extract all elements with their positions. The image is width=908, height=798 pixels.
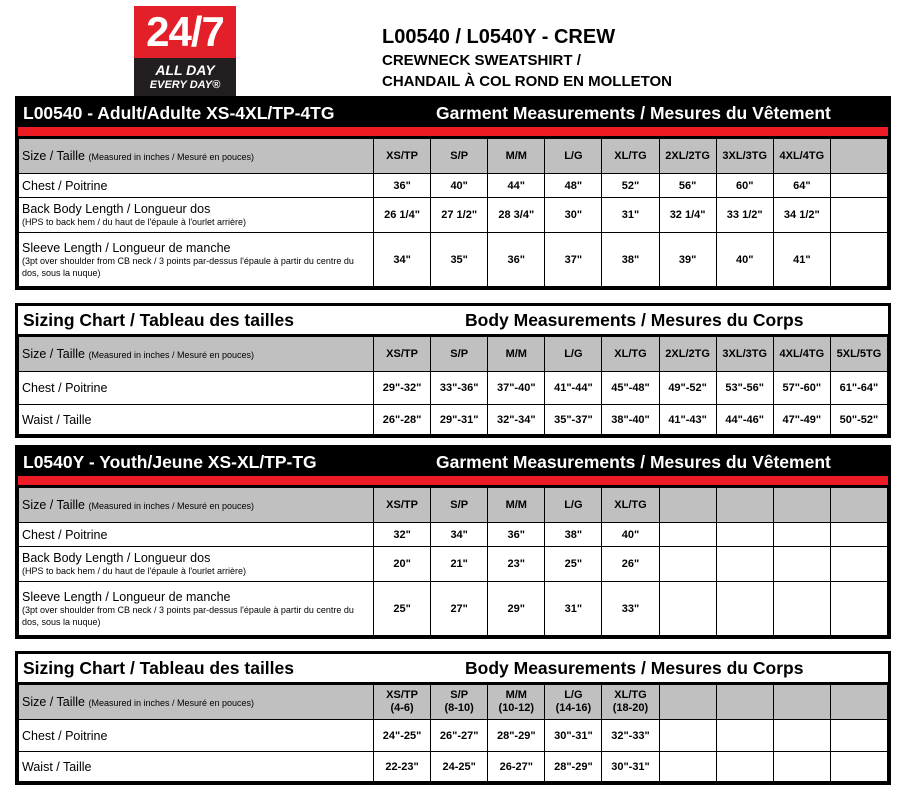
logo-line1: ALL DAY: [155, 62, 215, 78]
value-cell: 44": [488, 174, 545, 198]
value-cell: 48": [545, 174, 602, 198]
size-range: (10-12): [498, 702, 534, 714]
empty-cell: [773, 523, 830, 547]
row-label: Waist / Taille: [22, 759, 92, 774]
size-header-cell: 4XL/4TG: [773, 337, 830, 372]
value-cell: 38": [545, 523, 602, 547]
value-cell: 31": [602, 198, 659, 233]
section-subtitle: Garment Measurements / Mesures du Vêtement: [436, 102, 831, 123]
row-label: Chest / Poitrine: [22, 527, 108, 542]
value-cell: 41"-44": [545, 372, 602, 405]
value-cell: 38"-40": [602, 405, 659, 435]
section-title: Sizing Chart / Tableau des tailles: [23, 657, 294, 678]
value-cell: 36": [488, 523, 545, 547]
empty-cell: [659, 685, 716, 720]
row-label-cell: [19, 405, 374, 435]
table-row: [19, 372, 888, 405]
value-cell: 33"-36": [431, 372, 488, 405]
value-cell: 33": [602, 582, 659, 636]
value-cell: 20": [374, 547, 431, 582]
table-row: [19, 547, 888, 582]
size-note: (Measured in inches / Mesuré en pouces): [88, 500, 255, 511]
row-sublabel: (HPS to back hem / du haut de l'épaule à l'ourlet arrière): [22, 566, 247, 576]
row-label-cell: [19, 198, 374, 233]
empty-cell: [659, 547, 716, 582]
row-sublabel: (3pt over shoulder from CB neck / 3 points par-dessus l'épaule à partir du centre du dos, sous la nuque): [22, 604, 354, 627]
row-label-cell: [19, 720, 374, 752]
size-header-cell: S/P: [431, 337, 488, 372]
product-code: L00540 / L0540Y - CREW: [382, 26, 616, 48]
row-label: Sleeve Length / Longueur de manche: [22, 589, 231, 604]
red-divider: [18, 127, 888, 138]
row-label-cell: [19, 174, 374, 198]
youth-body-table: [18, 684, 888, 782]
youth-body-section: [15, 651, 891, 785]
value-cell: 49"-52": [659, 372, 716, 405]
value-cell: 34 1/2": [773, 198, 830, 233]
table-row: [19, 720, 888, 752]
size-name: XL/TG: [614, 689, 647, 701]
section-subtitle: Body Measurements / Mesures du Corps: [465, 657, 804, 678]
row-label-cell: [19, 523, 374, 547]
empty-cell: [716, 523, 773, 547]
size-header-cell: XL/TG: [602, 337, 659, 372]
row-label: Waist / Taille: [22, 412, 92, 427]
table-row: [19, 198, 888, 233]
size-header-row: [19, 337, 888, 372]
empty-cell: [716, 720, 773, 752]
empty-cell: [830, 582, 887, 636]
empty-cell: [830, 523, 887, 547]
empty-cell: [773, 685, 830, 720]
value-cell: 29"-32": [374, 372, 431, 405]
table-row: [19, 523, 888, 547]
table-row: [19, 233, 888, 287]
size-header-cell: S/P: [431, 488, 488, 523]
value-cell: 52": [602, 174, 659, 198]
value-cell: 47"-49": [773, 405, 830, 435]
value-cell: 56": [659, 174, 716, 198]
size-header-cell: 2XL/2TG: [659, 337, 716, 372]
size-header-cell: [431, 685, 488, 720]
size-name: S/P: [450, 689, 469, 701]
empty-cell: [830, 174, 887, 198]
value-cell: 60": [716, 174, 773, 198]
value-cell: 35"-37": [545, 405, 602, 435]
row-label-cell: [19, 233, 374, 287]
size-header-cell: [374, 685, 431, 720]
table-row: [19, 752, 888, 782]
size-label: Size / Taille: [22, 346, 89, 361]
value-cell: 45"-48": [602, 372, 659, 405]
size-header-cell: L/G: [545, 337, 602, 372]
value-cell: 27 1/2": [431, 198, 488, 233]
section-subtitle: Garment Measurements / Mesures du Vêtement: [436, 451, 831, 472]
product-header: [382, 24, 672, 92]
section-title: L0540Y - Youth/Jeune XS-XL/TP-TG: [23, 451, 317, 472]
size-label-cell: [19, 337, 374, 372]
row-label-cell: [19, 372, 374, 405]
adult-body-section: [15, 303, 891, 438]
size-header-cell: M/M: [488, 337, 545, 372]
brand-logo: [134, 6, 236, 96]
size-header-cell: XS/TP: [374, 488, 431, 523]
value-cell: 53"-56": [716, 372, 773, 405]
empty-cell: [773, 582, 830, 636]
value-cell: 37": [545, 233, 602, 287]
value-cell: 61"-64": [830, 372, 887, 405]
row-label: Chest / Poitrine: [22, 381, 108, 395]
size-header-cell: 2XL/2TG: [659, 139, 716, 174]
size-name: L/G: [564, 689, 583, 701]
row-label: Chest / Poitrine: [22, 728, 108, 743]
empty-cell: [773, 547, 830, 582]
empty-cell: [716, 685, 773, 720]
empty-cell: [716, 547, 773, 582]
value-cell: 34": [431, 523, 488, 547]
row-label: Back Body Length / Longueur dos: [22, 202, 211, 216]
size-header-cell: XL/TG: [602, 488, 659, 523]
size-name: XS/TP: [386, 689, 418, 701]
value-cell: 26"-28": [374, 405, 431, 435]
empty-cell: [830, 233, 887, 287]
table-row: [19, 174, 888, 198]
value-cell: 36": [488, 233, 545, 287]
size-note: (Measured in inches / Mesuré en pouces): [88, 151, 255, 162]
empty-cell: [773, 720, 830, 752]
empty-cell: [659, 582, 716, 636]
size-note: (Measured in inches / Mesuré en pouces): [88, 349, 255, 360]
size-label-cell: [19, 488, 374, 523]
value-cell: 31": [545, 582, 602, 636]
empty-cell: [659, 720, 716, 752]
empty-cell: [830, 752, 887, 782]
logo-top-text: 24/7: [134, 6, 236, 58]
value-cell: 32 1/4": [659, 198, 716, 233]
row-label: Back Body Length / Longueur dos: [22, 551, 211, 565]
size-header-cell: 3XL/3TG: [716, 337, 773, 372]
size-label: Size / Taille: [22, 148, 89, 163]
size-label: Size / Taille: [22, 497, 89, 512]
empty-cell: [716, 488, 773, 523]
empty-cell: [659, 752, 716, 782]
row-label-cell: [19, 547, 374, 582]
value-cell: 29": [488, 582, 545, 636]
row-label-cell: [19, 752, 374, 782]
adult-body-table: [18, 336, 888, 435]
size-header-cell: [545, 685, 602, 720]
empty-cell: [830, 547, 887, 582]
red-divider: [18, 476, 888, 487]
value-cell: 33 1/2": [716, 198, 773, 233]
size-header-row: [19, 685, 888, 720]
size-header-cell: 3XL/3TG: [716, 139, 773, 174]
empty-cell: [830, 198, 887, 233]
empty-cell: [830, 139, 887, 174]
section-subtitle: Body Measurements / Mesures du Corps: [465, 309, 804, 330]
value-cell: 26 1/4": [374, 198, 431, 233]
adult-garment-section: [15, 96, 891, 290]
value-cell: 30"-31": [545, 720, 602, 752]
value-cell: 24"-25": [374, 720, 431, 752]
table-row: [19, 405, 888, 435]
row-label: Sleeve Length / Longueur de manche: [22, 240, 231, 255]
value-cell: 32": [374, 523, 431, 547]
size-name: M/M: [505, 689, 527, 701]
value-cell: 29"-31": [431, 405, 488, 435]
size-header-cell: M/M: [488, 488, 545, 523]
size-header-row: [19, 139, 888, 174]
size-header-cell: L/G: [545, 488, 602, 523]
size-header-cell: XS/TP: [374, 139, 431, 174]
adult-garment-table: [18, 138, 888, 287]
logo-line2: EVERY DAY®: [149, 79, 221, 91]
value-cell: 44"-46": [716, 405, 773, 435]
empty-cell: [659, 523, 716, 547]
value-cell: 40": [716, 233, 773, 287]
size-range: (4-6): [390, 702, 414, 714]
value-cell: 30": [545, 198, 602, 233]
size-label-cell: [19, 139, 374, 174]
empty-cell: [716, 582, 773, 636]
value-cell: 50"-52": [830, 405, 887, 435]
value-cell: 37"-40": [488, 372, 545, 405]
row-label: Chest / Poitrine: [22, 178, 108, 193]
value-cell: 24-25": [431, 752, 488, 782]
value-cell: 23": [488, 547, 545, 582]
size-range: (14-16): [555, 702, 592, 714]
table-row: [19, 582, 888, 636]
size-label: Size / Taille: [22, 694, 89, 709]
value-cell: 28"-29": [545, 752, 602, 782]
value-cell: 38": [602, 233, 659, 287]
size-header-cell: M/M: [488, 139, 545, 174]
size-header-cell: S/P: [431, 139, 488, 174]
size-header-cell: XS/TP: [374, 337, 431, 372]
size-header-cell: 4XL/4TG: [773, 139, 830, 174]
value-cell: 40": [602, 523, 659, 547]
empty-cell: [773, 752, 830, 782]
row-sublabel: (3pt over shoulder from CB neck / 3 points par-dessus l'épaule à partir du centre du dos, sous la nuque): [22, 255, 354, 278]
size-note: (Measured in inches / Mesuré en pouces): [88, 697, 255, 708]
value-cell: 28 3/4": [488, 198, 545, 233]
row-label-cell: [19, 582, 374, 636]
youth-garment-section: [15, 445, 891, 639]
value-cell: 26-27": [488, 752, 545, 782]
value-cell: 25": [374, 582, 431, 636]
size-label-cell: [19, 685, 374, 720]
value-cell: 34": [374, 233, 431, 287]
youth-garment-table: [18, 487, 888, 636]
size-header-cell: 5XL/5TG: [830, 337, 887, 372]
value-cell: 22-23": [374, 752, 431, 782]
value-cell: 28"-29": [488, 720, 545, 752]
section-title: Sizing Chart / Tableau des tailles: [23, 309, 294, 330]
value-cell: 41"-43": [659, 405, 716, 435]
value-cell: 25": [545, 547, 602, 582]
size-header-cell: XL/TG: [602, 139, 659, 174]
empty-cell: [773, 488, 830, 523]
value-cell: 57"-60": [773, 372, 830, 405]
size-header-cell: [602, 685, 659, 720]
value-cell: 21": [431, 547, 488, 582]
value-cell: 41": [773, 233, 830, 287]
section-title: L00540 - Adult/Adulte XS-4XL/TP-4TG: [23, 102, 335, 123]
value-cell: 32"-33": [602, 720, 659, 752]
value-cell: 40": [431, 174, 488, 198]
size-header-row: [19, 488, 888, 523]
value-cell: 32"-34": [488, 405, 545, 435]
value-cell: 64": [773, 174, 830, 198]
size-range: (8-10): [444, 702, 474, 714]
product-name-fr: CHANDAIL À COL ROND EN MOLLETON: [382, 73, 673, 90]
row-sublabel: (HPS to back hem / du haut de l'épaule à l'ourlet arrière): [22, 217, 247, 227]
size-range: (18-20): [612, 702, 649, 714]
value-cell: 27": [431, 582, 488, 636]
value-cell: 26": [602, 547, 659, 582]
value-cell: 30"-31": [602, 752, 659, 782]
value-cell: 26"-27": [431, 720, 488, 752]
empty-cell: [659, 488, 716, 523]
empty-cell: [830, 720, 887, 752]
empty-cell: [716, 752, 773, 782]
product-name-en: CREWNECK SWEATSHIRT /: [382, 52, 581, 69]
value-cell: 36": [374, 174, 431, 198]
size-header-cell: L/G: [545, 139, 602, 174]
value-cell: 39": [659, 233, 716, 287]
size-header-cell: [488, 685, 545, 720]
empty-cell: [830, 685, 887, 720]
value-cell: 35": [431, 233, 488, 287]
empty-cell: [830, 488, 887, 523]
